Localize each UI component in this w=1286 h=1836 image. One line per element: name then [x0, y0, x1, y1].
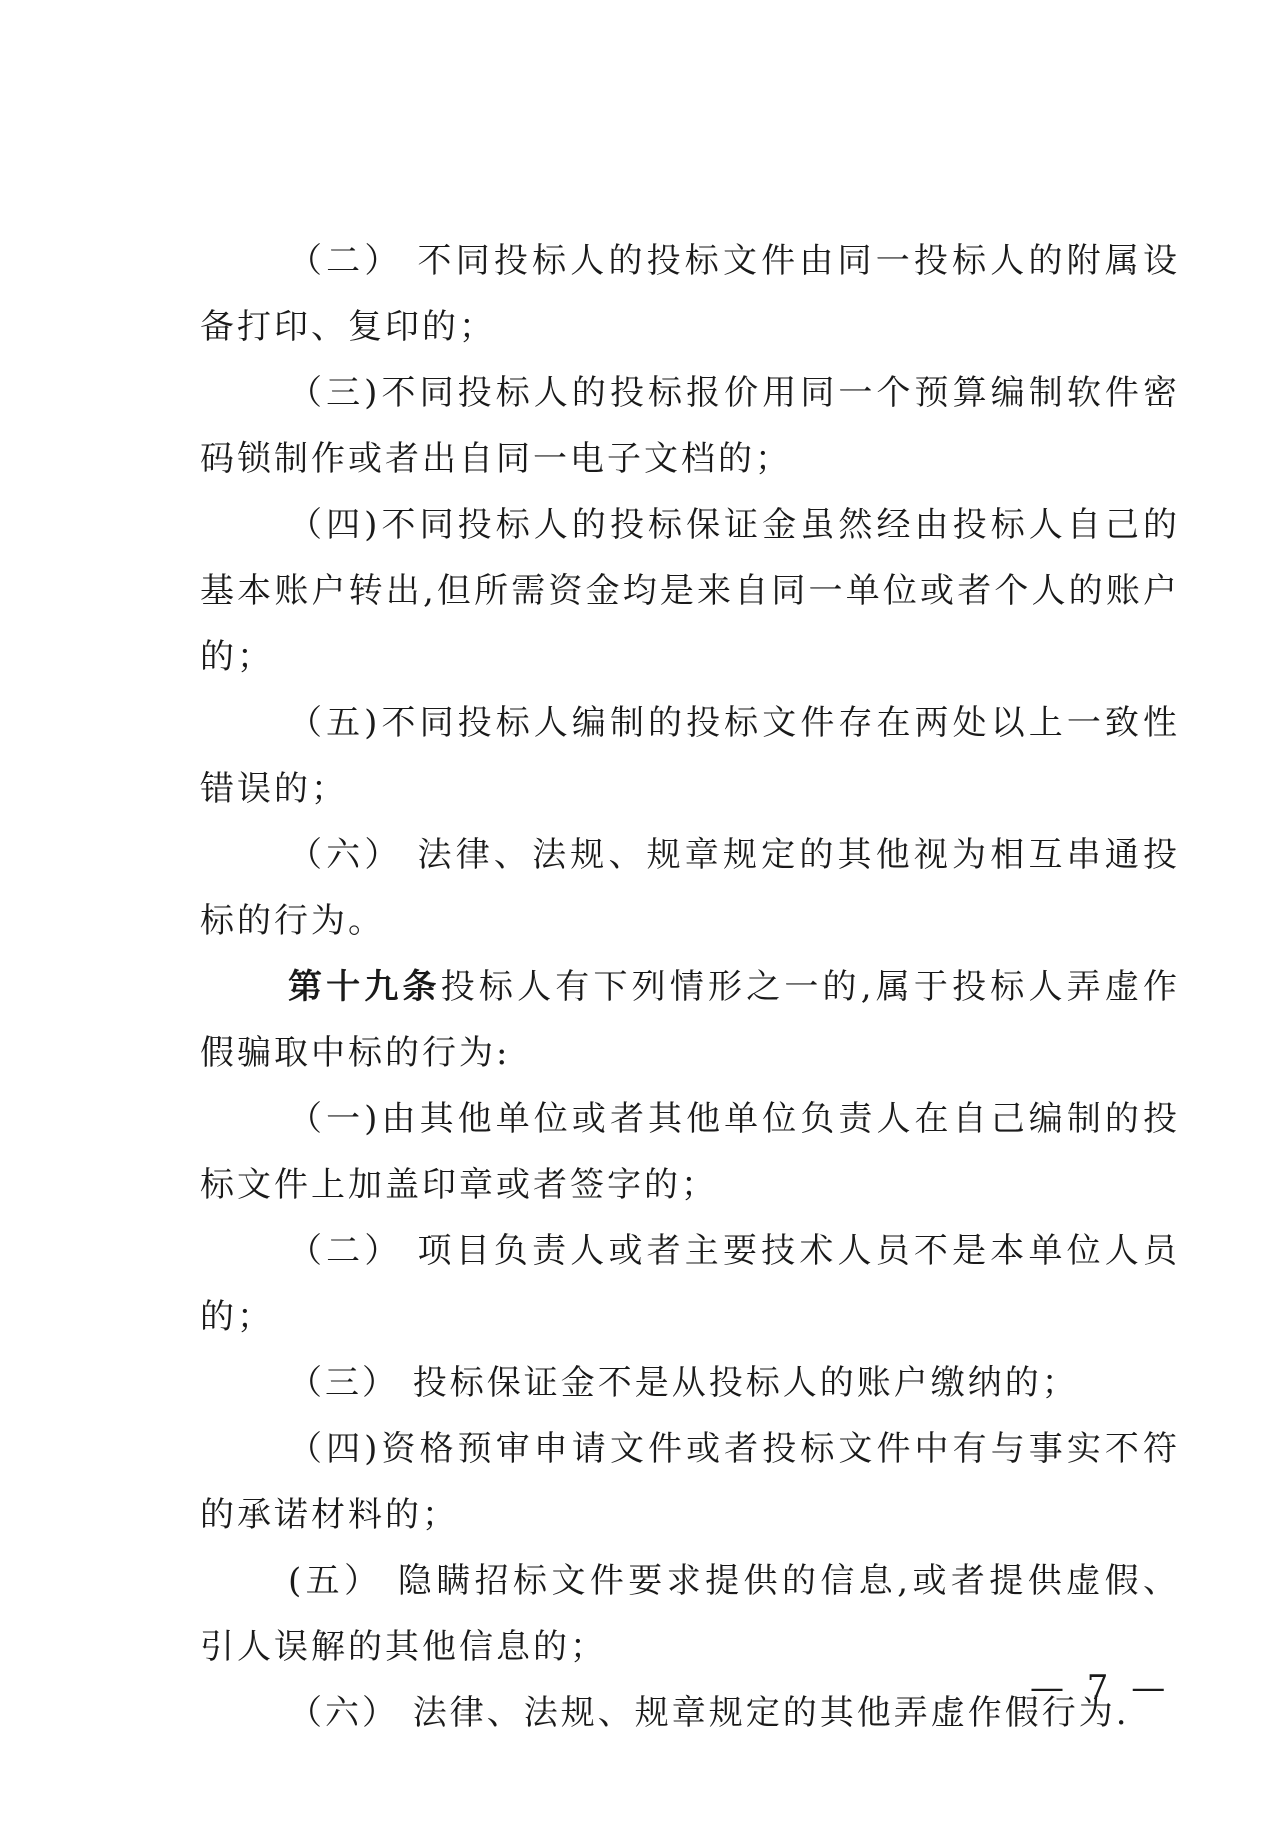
paragraph-text: （一)由其他单位或者其他单位负责人在自己编制的投标文件上加盖印章或者签字的；: [200, 1099, 1180, 1205]
paragraph-text: （四)资格预审申请文件或者投标文件中有与事实不符的承诺材料的；: [200, 1429, 1180, 1535]
article-19-item-5: [200, 1548, 1180, 1680]
paragraph-text: （五)不同投标人编制的投标文件存在两处以上一致性错误的；: [200, 703, 1180, 809]
paragraph-text: （六） 法律、法规、规章规定的其他视为相互串通投标的行为。: [200, 835, 1180, 941]
paragraph-text: （三)不同投标人的投标报价用同一个预算编制软件密码锁制作或者出自同一电子文档的；: [200, 373, 1180, 479]
paragraph-item-5: [200, 690, 1180, 822]
page-number: — 7 —: [1030, 1668, 1172, 1708]
paragraph-text: (五） 隐瞒招标文件要求提供的信息,或者提供虚假、引人误解的其他信息的；: [200, 1561, 1180, 1667]
paragraph-text: （六） 法律、法规、规章规定的其他弄虚作假行为.: [288, 1693, 1130, 1733]
article-text: 投标人有下列情形之一的,属于投标人弄虚作假骗取中标的行为:: [200, 967, 1180, 1073]
paragraph-item-6: [200, 822, 1180, 954]
paragraph-text: （三） 投标保证金不是从投标人的账户缴纳的；: [288, 1363, 1079, 1403]
article-19: [200, 954, 1180, 1086]
paragraph-text: （二） 项目负责人或者主要技术人员不是本单位人员的；: [200, 1231, 1180, 1337]
paragraph-item-4: [200, 492, 1180, 690]
article-19-item-3: [200, 1350, 1180, 1416]
paragraph-item-3: [200, 360, 1180, 492]
article-19-item-1: [200, 1086, 1180, 1218]
paragraph-text: （四)不同投标人的投标保证金虽然经由投标人自己的基本账户转出,但所需资金均是来自同一单位或者个人的账户的；: [200, 505, 1180, 677]
article-19-item-4: [200, 1416, 1180, 1548]
article-heading: 第十九条: [288, 967, 441, 1007]
paragraph-text: （二） 不同投标人的投标文件由同一投标人的附属设备打印、复印的；: [200, 241, 1180, 347]
paragraph-item-2: [200, 228, 1180, 360]
document-body: [200, 228, 1180, 1746]
article-19-item-2: [200, 1218, 1180, 1350]
